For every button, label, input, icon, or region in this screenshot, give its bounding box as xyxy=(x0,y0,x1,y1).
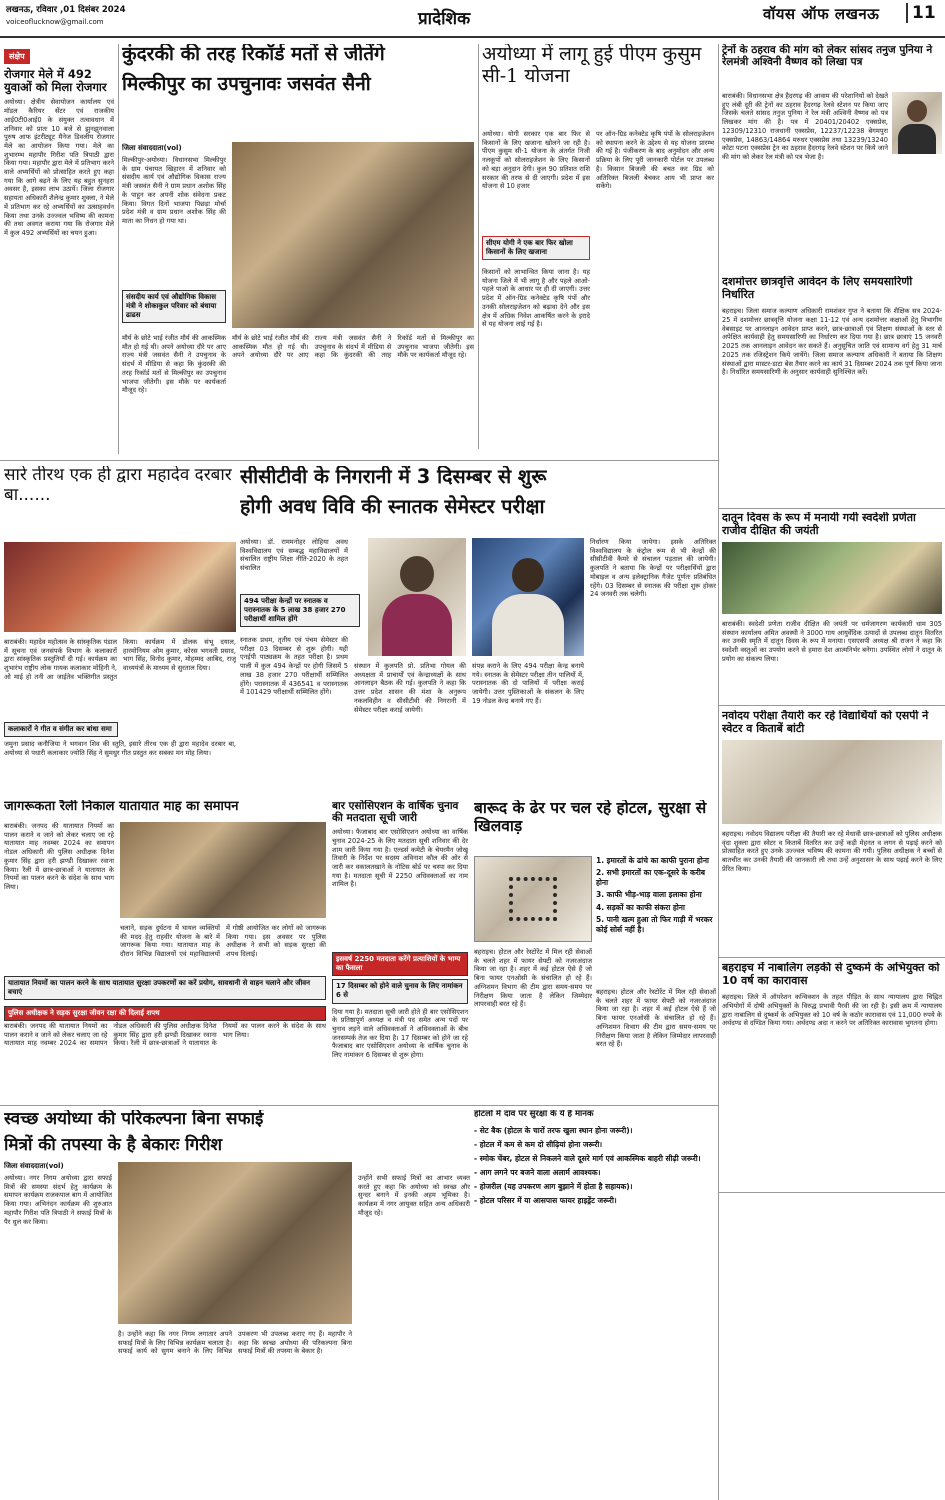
rally-story xyxy=(4,800,326,1100)
kusum-body-2: किसानों को लाभान्वित किया जाना है। यह योजना जिले में भी लागू है और पहले आओ-पहले पाओ के आधार पर ही दी जाएगी। उत्तर प्रदेश में ऑन-ग्रिड कनेक्टेड कृषि पंपों और उनकी सोलराइजेशन को बढ़ावा देने और इस क्षेत्र में अधिक निवेश आकर्षित करने के इरादे से यह योजना लाई गई है। xyxy=(482,268,590,329)
kundarki-story xyxy=(122,44,474,456)
bar-body-2: दिया गया है। मतदाता सूची जारी होते ही बार एसोसिएशन के प्रतिष्ठापूर्ण अध्यक्ष व मंत्री पद समेत अन्य पदों पर चुनाव लड़ने वाले अधिवक्ताओं ने अधिवक्ताओं के बीच जनसम्पर्क तेज कर दिया है। 17 दिसम्बर को होने जा रहे फैजाबाद बार एसोसिएशन अयोध्या के वार्षिक चुनाव के लिए नामांकन 6 दिसम्बर से शुरू होगा। xyxy=(332,1007,468,1060)
datun-body: बाराबंकी। स्वदेशी प्रणेता राजीव दीक्षित की जयंती पर धर्मजागरण कार्यकारी धाम 305 संस्थान कार्यालय अमित अवस्थी ने 3000 गाय आयुर्वेदिक उत्पादों से उपलब्ध दातून वितरित कर उनकी स्मृति में दातून दिवस के रूप में मनाया। एसएसपी अध्यक्ष श्री राजन ने कहा कि स्वदेशी वस्तुओं का उपयोग करने से हमारा देश आत्मनिर्भर बनेगा। उपस्थित लोगों ने दातून के प्रयोग का संकल्प लिया। xyxy=(722,620,942,663)
tirath-headline: सारे तीरथ एक ही द्वारा महादेव दरबार बा...... xyxy=(4,466,232,505)
swachh-byline: जिला संवाददाता(vol) xyxy=(4,1162,64,1170)
rally-subhead-2: पुलिस अधीक्षक ने सड़क सुरक्षा जीवन रक्षा की दिलाई शपथ xyxy=(4,1006,326,1021)
brand-name: वॉयस ऑफ लखनऊ xyxy=(763,5,880,23)
kusum-body-3: पर ऑन-ग्रिड कनेक्टेड कृषि पंपों के सोलराइजेशन को स्थापना करने के उद्देश्य से यह योजना प्रारम्भ की गई है। पंजीकरण के बाद अनुमोदन और अन्य प्रक्रिया के लिए पूरी जानकारी पोर्टल पर उपलब्ध है। किसान बिजली की बचत कर ग्रिड को अतिरिक्त बिजली बेचकर आय भी प्राप्त कर सकेंगे। xyxy=(596,130,714,191)
scholarship-story xyxy=(722,276,942,504)
barood-point: 2. सभी इमारतों का एक-दूसरे के करीब होना xyxy=(596,868,706,888)
swachh-body-3: उन्होंने सभी सफाई मित्रों का आभार व्यक्त करते हुए कहा कि अयोध्या को स्वच्छ और सुन्दर बनाने में इनकी अहम भूमिका है। कार्यक्रम में नगर आयुक्त सहित अन्य अधिकारी मौजूद रहे। xyxy=(358,1174,470,1217)
masthead xyxy=(0,0,945,38)
bar-body: अयोध्या। फैजाबाद बार एसोसिएशन अयोध्या का वार्षिक चुनाव 2024-25 के लिए मतदाता सूची शनिवार की देर शाम जारी किया गया है। एल्डर्स कमेटी के चेयरमैन जोखू तिवारी के निर्देश पर सदस्य अविनाश कौल की ओर से जारी कर वकालतखाने के नोटिस बोर्ड पर चस्पा कर दिया गया है। मतदाता सूची में 2250 अधिवक्ताओं का नाम शामिल है। xyxy=(332,828,468,889)
brief-headline: रोजगार मेले में 492 युवाओं को मिला रोजगार xyxy=(4,67,107,95)
rally-body: बाराबंकी। जनपद की यातायात नियमों का पालन कराने व जाने को लेकर चलाए जा रहे यातायात माह नवम्बर 2024 का समापन नोडल अधिकारी की पुलिस अधीक्षक दिनेश कुमार सिंह द्वारा हरी झण्डी दिखाकर रवाना किया। रैली में छात्र-छात्राओं ने यातायात के नियमों का पालन करने के संदेश के साथ भाग लिया। xyxy=(4,822,114,891)
scholarship-headline: दशमोत्तर छात्रवृत्ति आवेदन के लिए समयसारिणी निर्धारित xyxy=(722,276,913,301)
cctv-body-2: संस्थान में कुलपति प्रो. प्रतिभा गोयल की अध्यक्षता में प्राचार्यों एवं केन्द्राध्यक्षों के साथ आनलाइन बैठक की गई। कुलपति ने कहा कि उत्तर प्रदेश शासन की मंशा के अनुरूप नकलविहीन व सीसीटीवी की निगरानी में सेमेस्टर परीक्षा कराई जायेगी। xyxy=(354,662,466,714)
court-body: बहराइच। जिले में ऑपरेशन कन्विक्शन के तहत पीड़ित के साथ न्यायालय द्वारा चिह्नित अभियोगों में दोषी अभियुक्तों के विरुद्ध प्रभावी पैरवी की जा रही है। इसी क्रम में न्यायालय द्वारा नाबालिग से दुष्कर्म के अभियुक्त को 10 वर्ष के कठोर कारावास एवं 11,000 रुपये के अर्थदण्ड से दण्डित किया गया। अर्थदण्ड अदा न करने पर अतिरिक्त कारावास भुगतना होगा। xyxy=(722,993,942,1028)
barood-point: 3. काफी भीड़-भाड़ वाला इलाका होना xyxy=(596,890,702,900)
datun-headline: दातून दिवस के रूप में मनायी गयी स्वदेशी प्रणेता राजीव दीक्षित की जयंती xyxy=(722,512,916,537)
section-title: प्रादेशिक xyxy=(418,9,471,29)
cctv-box: 494 परीक्षा केन्द्रों पर स्नातक व परास्नातक के 5 लाख 38 हजार 270 परीक्षार्थी शामिल होंगे xyxy=(240,594,360,627)
barood-point: 1. इमारतों के ढांचे का काफी पुराना होना xyxy=(596,856,709,865)
swachh-photo xyxy=(118,1162,352,1324)
datun-story xyxy=(722,512,942,702)
tirath-subhead: कलाकारों ने गीत व संगीत कर बांधा समा xyxy=(4,722,118,737)
kundarki-byline: जिला संवाददाता(vol) xyxy=(122,144,182,152)
swachh-body-2: है। उन्होंने कहा कि नगर निगम लगातार अपने सफाई मित्रों के लिए विभिन्न कार्यक्रम चलाता है। सफाई कार्य को सुगम बनाने के लिए विभिन्न उपकरण भी उपलब्ध कराए गए हैं। महापौर ने कहा कि स्वच्छ अयोध्या की परिकल्पना बिना सफाई मित्रों की तपस्या के बेकार है। xyxy=(118,1330,352,1356)
checklist-item: - होटल परिसर में या आसपास फायर हाइड्रेंट जरूरी। xyxy=(474,1196,617,1206)
checklist-item: - सेट बैक (होटल के चारों तरफ खुला स्थान होना जरूरी)। xyxy=(474,1125,633,1135)
woman-body-icon xyxy=(382,594,452,656)
railway-body: बाराबंकी। विधानसभा क्षेत्र हैदरगढ़ की आवाम की परेशानियों को देखते हुए लंबी दूरी की ट्रेनों का ठहराव हैदरगढ़ रेलवे स्टेशन पर किया जाए जिसके चलते सांसद तनुज पुनिया ने रेल मंत्री अश्विनी वैष्णव को पत्र लिखकर मांग की है। पत्र में 20401/20402 एक्सप्रेस, 12309/12310 राजधानी एक्सप्रेस, 12237/12238 बेगमपुरा एक्सप्रेस, 14863/14864 मरुधर एक्सप्रेस तथा 13239/13240 कोटा पटना एक्सप्रेस ट्रेन का ठहराव हैदरगढ़ रेलवे स्टेशन पर किये जाने की मांग को लेकर रेल मंत्री को पत्र भेजा है। xyxy=(722,92,888,161)
swachh-headline-2: मित्रों की तपस्या के है बेकारः गिरीश xyxy=(4,1134,223,1155)
rally-headline: जागरूकता रैली निकाल यातायात माह का समापन xyxy=(4,800,239,814)
checklist-item: - होजरील (यह उपकरण आग बुझाने में होता है सहायक)। xyxy=(474,1182,633,1192)
rally-body-2: चलाने, सड़क दुर्घटना में घायल व्यक्तियों की मदद हेतु राहवीर योजना के बारे में जागरूक किया गया। यातायात माह के दौरान विभिन्न विद्यालयों एवं महाविद्यालयों में गोष्ठी आयोजित कर लोगों को जागरूक किया गया। इस अवसर पर पुलिस अधीक्षक ने सभी को सड़क सुरक्षा की शपथ दिलाई। xyxy=(120,924,326,959)
kundarki-body-2: मौर्य के छोटे भाई रंजीत मौर्य की आकस्मिक मौत हो गई थी। अपने अयोध्या दौरे पर आए राज्य मंत्री जसवंत सैनी ने उपचुनाव के संदर्भ में मीडिया से कहा कि कुंदरकी की तरह रिकॉर्ड मतों से मिल्कीपुर का उपचुनाव भाजपा जीतेगी। इस मौके पर कार्यकर्ता मौजूद रहे। xyxy=(122,334,226,395)
railway-headline: ट्रेनों के ठहराव की मांग को लेकर सांसद तनुज पुनिया ने रेलमंत्री अश्विनी वैष्णव को लिखा पत्र xyxy=(722,44,933,69)
bar-headline: बार एसोसिएशन के वार्षिक चुनाव की मतदाता सूची जारी xyxy=(332,800,459,825)
page-number: 11 xyxy=(906,3,936,23)
checklist-item: - होटल में कम से कम दो सीढ़ियां होना जरूरी। xyxy=(474,1139,603,1149)
barood-points xyxy=(596,856,716,935)
navodaya-headline: नवोदय परीक्षा तैयारी कर रहे विद्यार्थियों को एसपी ने स्वेटर व किताबें बांटी xyxy=(722,710,929,735)
railway-story xyxy=(722,44,942,269)
kundarki-photo xyxy=(232,142,474,328)
portrait-head-icon xyxy=(907,100,927,122)
tirath-story xyxy=(4,466,236,790)
swachh-body-1: अयोध्या। नगर निगम अयोध्या द्वारा सफाई मित्रों की समस्या संदर्भ हेतु कार्यक्रम के समापन कार्यक्रम राजकपाल बाग में आयोजित किया गया। अभिनंदन कार्यक्रम की शुरुआत महापौर गिरीश पति त्रिपाठी ने सफाई मित्रों के पैर धुल कर किया। xyxy=(4,1174,112,1226)
checklist-title: होटलों में दांव पर सुरक्षा के ये हैं मानक xyxy=(474,1110,594,1119)
man-figure-icon xyxy=(512,558,544,592)
cctv-body-3: संपन्न कराने के लिए 494 परीक्षा केन्द्र बनाये गये। स्नातक के सेमेस्टर परीक्षा तीन पालियों में, परास्नातक की दो पालियों में परीक्षा कराई जायेगी। उत्तर पुस्तिकाओं के संकलन के लिए 19 नोडल केन्द्र बनाये गए हैं। xyxy=(472,662,584,705)
email: voiceoflucknow@gmail.com xyxy=(6,18,104,26)
kusum-story xyxy=(482,44,714,456)
tirath-photo xyxy=(4,542,236,632)
barood-point: 4. सड़कों का काफी संकरा होना xyxy=(596,902,685,912)
datun-photo xyxy=(722,542,942,614)
kusum-body-1: अयोध्या। योगी सरकार एक बार फिर से किसानों के लिए खजाना खोलने जा रही है। पीएम कुसुम सी-1 योजना के अंतर्गत निजी नलकूपों को सोलराइजेशन के लिए किसानों को बड़ा अनुदान देगी। कुल 90 प्रतिशत राशि सरकार की तरफ से दी जाएगी। प्रदेश में इस योजना से 10 हजार xyxy=(482,130,590,191)
rally-photo xyxy=(120,822,326,918)
barood-body-2: बहराइच। होटल और रेस्टोरेंट में मिल रही सेवाओं के चलते शहर में फायर सेफ्टी को नजरअंदाज किया जा रहा है। शहर में कई होटल ऐसे हैं जो बिना फायर एनओसी के संचालित हो रहे हैं। अग्निशमन विभाग की टीम द्वारा समय-समय पर निरीक्षण किया जाता है लेकिन जिम्मेदार लापरवाही बरत रहे हैं। xyxy=(596,988,716,1049)
tirath-body: बाराबंकी। महादेव महोत्सव के सांस्कृतिक पंडाल में सूचना एवं जनसंपर्क विभाग के कलाकारों द्वारा सांस्कृतिक प्रस्तुतियाँ दी गई। कार्यक्रम का शुभारंभ राष्ट्रीय लोक गायक कलाकार मोहिनी ने, ओ माई हो तनी आ जाईतेव भक्तिगीत प्रस्तुत किया। कार्यक्रम में डोलक संभू दयाल, हारमोनियम ओम कुमार, कोरस भगवती प्रसाद, भाग सिंह, विनोद कुमार, मोहम्मद आबिद, राजू वाध्ययंत्रों के माध्यम से सुरताल दिया। xyxy=(4,638,236,681)
rally-body-3: बाराबंकी। जनपद की यातायात नियमों का पालन कराने व जाने को लेकर चलाए जा रहे यातायात माह नवम्बर 2024 का समापन नोडल अधिकारी की पुलिस अधीक्षक दिनेश कुमार सिंह द्वारा हरी झण्डी दिखाकर रवाना किया। रैली में छात्र-छात्राओं ने यातायात के नियमों का पालन करने के संदेश के साथ भाग लिया। xyxy=(4,1022,326,1048)
date-line: लखनऊ, रविवार ,01 दिसंबर 2024 xyxy=(6,5,126,15)
fire-safety-icon xyxy=(509,877,557,921)
cctv-body-4: निर्धारण किया जायेगा। इसके अतिरिक्त विश्वविद्यालय के कंट्रोल रूम से भी केन्द्रों की सीसीटीवी कैमरे से संचालन पड़ताल की जायेगी। कुलपति ने बताया कि केन्द्रों पर परीक्षार्थियों द्वारा मोबाइल व अन्य इलेक्ट्रानिक गैजेट पूर्णतः प्रतिबंधित रहेंगे। 03 दिसम्बर से स्नातक की परीक्षा शुरू होकर 24 जनवरी तक चलेगी। xyxy=(590,538,716,599)
court-story xyxy=(722,962,942,1190)
barood-body: बहराइच। होटल और रेस्टोरेंट में मिल रही सेवाओं के चलते शहर में फायर सेफ्टी को नजरअंदाज किया जा रहा है। शहर में कई होटल ऐसे हैं जो बिना फायर एनओसी के संचालित हो रहे हैं। अग्निशमन विभाग की टीम द्वारा समय-समय पर निरीक्षण किया जाता है लेकिन जिम्मेदार लापरवाही बरत रहे हैं। xyxy=(474,948,592,1009)
cctv-photo-1 xyxy=(368,538,466,656)
brief-label: संक्षेप xyxy=(4,49,30,64)
bar-box-1: इसवर्ष 2250 मतदाता करेंगे प्रत्याशियों के भाग्य का फैसला xyxy=(332,952,468,976)
brief-column xyxy=(4,44,114,454)
barood-point: 5. पानी खत्म हुआ तो फिर गाड़ी में भरकर कोई सोर्स नहीं है। xyxy=(596,914,713,934)
brief-body: अयोध्या। क्षेत्रीय सेवायोजन कार्यालय एवं मॉडल कैरियर सेंटर एवं राजकीय आई0टी0आई0 के संयुक्त तत्वावधान में शनिवार को प्रातः 10 बजे से झुनझुनवाला पुरुष आफ इंटरीट्यूट मैनेज डिवलीय रोजगार मेले का आयोजन किया गया। मेले का शुभारम्भ महापौर गिरीश पति त्रिपाठी द्वारा किया गया। महापौर द्वारा मेले में प्रतिभाग करने वाले अभ्यर्थियों को प्रोत्साहित करते हुए कहा गया कि आगे बढ़ने के लिए यह बहुत सुनहरा अवसर है, इसका लाभ उठायें। जिला रोजगार सहायता अधिकारी शैलेन्द्र कुमार शुक्ला, ने मेले में प्रतिभाग कर रहे अभ्यर्थियों का उत्साहवर्धन किया तथा उनके उज्ज्वल भविष्य की कामना की तथा अवगत कराया गया कि रोजगार मेले में कुल 492 अभ्यर्थियों का चयन हुआ। xyxy=(4,98,114,237)
kundarki-body-1: मिल्कीपुर-अयोध्या। विधानसभा मिल्कीपुर के ग्राम पंचायत खिहारन में शनिवार को संसदीय कार्य एवं औद्योगिक विकास राज्य मंत्री जसवंत सैनी ने ग्राम प्रधान अशोक सिंह के पाहुन कर अपनी शोक संवेदना प्रकट किया। विगत दिनों भाजपा पिछड़ा मोर्चा प्रदेश मंत्री व ग्राम प्रधान अशोक सिंह की माता का निधन हो गया था। xyxy=(122,156,226,225)
kundarki-subhead: संसदीय कार्य एवं औद्योगिक विकास मंत्री ने शोकाकुल परिवार को बंधाया ढाढस xyxy=(122,290,226,323)
barood-story xyxy=(474,800,716,1100)
rally-subhead-1: यातायात नियमों का पालन करने के साथ यातायात सुरक्षा उपकरणों का करें प्रयोग, सावधानी से वाहन चलाने और जीवन बचाएं xyxy=(4,976,326,1000)
cctv-lead: अयोध्या। डॉ. राममनोहर लोहिया अवध विश्वविद्यालय एवं सम्बद्ध महाविद्यालयों में संचालित राष्ट्रीय शिक्षा नीति-2020 के तहत संचालित xyxy=(240,538,348,573)
kundarki-headline-1: कुंदरकी की तरह रिकॉर्ड मतों से जीतेंगे xyxy=(122,44,385,65)
man-body-icon xyxy=(492,594,564,656)
bar-story xyxy=(332,800,468,1100)
kundarki-headline-2: मिल्कीपुर का उपचुनावः जसवंत सैनी xyxy=(122,72,371,95)
mp-portrait xyxy=(892,92,942,154)
tirath-body-2: जमुना प्रसाद कनौजिया ने भगवान शिव की स्तुति, इसारे तीरथ एक ही द्वारा महादेव दरबार बा, अयोध्या से पधारी कलाकार ज्योति सिंह ने सुमधुर गीत प्रस्तुत कर सबका मन मोह लिया। xyxy=(4,740,236,757)
cctv-body-1: स्नातक प्रथम, तृतीय एवं पंचम सेमेस्टर की परीक्षा 03 दिसम्बर से शुरू होगी। यही एनईपी पाठ्यक्रम के तहत परीक्षा है। प्रथम पाली में कुल 494 केन्द्रों पर होगी जिसमें 5 लाख 38 हजार 270 परीक्षार्थी सम्मिलित होंगे। परास्नातक में 436541 व परास्नातक में 101429 परीक्षार्थी सम्मिलित होंगे। xyxy=(240,636,348,697)
cctv-headline-2: होगी अवध विवि की स्नातक सेमेस्टर परीक्षा xyxy=(240,495,545,519)
barood-photo xyxy=(474,856,592,942)
barood-headline: बारूद के ढेर पर चल रहे होटल, सुरक्षा से खिलवाड़ xyxy=(474,800,707,835)
navodaya-story xyxy=(722,710,942,954)
barood-checklist xyxy=(474,1110,716,1498)
cctv-headline-1: सीसीटीवी के निगरानी में 3 दिसम्बर से शुरू xyxy=(240,466,547,488)
woman-figure-icon xyxy=(400,556,434,592)
court-headline: बहराइच में नाबालिग लड़की से दुष्कर्म के अभियुक्त को 10 वर्ष का कारावास xyxy=(722,962,940,987)
navodaya-body: बहराइच। नवोदय विद्यालय परीक्षा की तैयारी कर रहे मेधावी छात्र-छात्राओं को पुलिस अधीक्षक वृंदा शुक्ला द्वारा स्वेटर व किताबें वितरित कर उन्हें कड़ी मेहनत व लगन से पढ़ाई करने को प्रोत्साहित करते हुए उनके उज्ज्वल भविष्य की कामना की गयी। पुलिस अधीक्षक ने बच्चों से बातचीत कर उनकी तैयारी की जानकारी ली तथा उन्हें अनुशासन के साथ पढ़ाई करने के लिए प्रेरित किया। xyxy=(722,830,942,873)
scholarship-body: बहराइच। जिला समाज कल्याण अधिकारी रामशंकर गुप्त ने बताया कि शैक्षिक सत्र 2024-25 में दशमोत्तर छात्रवृत्ति योजना कक्षा 11-12 एवं अन्य दशमोत्तर कक्षाओं हेतु विभागीय वेबसाइट पर आनलाइन आवेदन प्राप्त करने, छात्र-छात्राओं एवं शिक्षण संस्थाओं के स्तर से अपेक्षित कार्यवाही हेतु समयसारिणी का निर्धारण कर दिया गया है। छात्र छात्राएं 15 जनवरी 2025 तक आनलाइन आवेदन कर सकते हैं। अनुसूचित जाति एवं सामान्य वर्ग हेतु 31 मार्च 2025 तक रजिस्ट्रेशन किये जायेंगे। जिला समाज कल्याण अधिकारी ने बताया कि शिक्षण संस्थाओं द्वारा मास्टर-डाटा बेस तैयार करने का कार्य 31 दिसम्बर 2024 तक पूर्ण किया जाना है। निर्धारित समयसारिणी के अनुसार कार्यवाही सुनिश्चित करें। xyxy=(722,307,942,377)
kusum-subhead: सीएम योगी ने एक बार फिर खोला किसानों के लिए खजाना xyxy=(482,236,590,260)
bar-box-2: 17 दिसम्बर को होने वाले चुनाव के लिए नामांकन 6 से xyxy=(332,979,468,1003)
checklist-item: - आग लगने पर बजने वाला अलार्म आवश्यक। xyxy=(474,1168,601,1178)
cctv-story xyxy=(240,466,716,790)
checklist-item: - स्मोक चेंबर, होटल से निकलने वाले दूसरे मार्ग एवं आकस्मिक बाहरी सीढ़ी जरूरी। xyxy=(474,1154,701,1164)
swachh-headline-1: स्वच्छ अयोध्या की परिकल्पना बिना सफाई xyxy=(4,1110,264,1129)
navodaya-photo xyxy=(722,740,942,824)
kusum-headline: अयोध्या में लागू हुई पीएम कुसुम सी-1 योजना xyxy=(482,44,702,87)
cctv-photo-2 xyxy=(472,538,584,656)
portrait-body-icon xyxy=(898,124,936,154)
kundarki-body-3: मौर्य के छोटे भाई रंजीत मौर्य की आकस्मिक मौत हो गई थी। अपने अयोध्या दौरे पर आए राज्य मंत्री जसवंत सैनी ने उपचुनाव के संदर्भ में मीडिया से कहा कि कुंदरकी की तरह रिकॉर्ड मतों से मिल्कीपुर का उपचुनाव भाजपा जीतेगी। इस मौके पर कार्यकर्ता मौजूद रहे। xyxy=(232,334,474,360)
